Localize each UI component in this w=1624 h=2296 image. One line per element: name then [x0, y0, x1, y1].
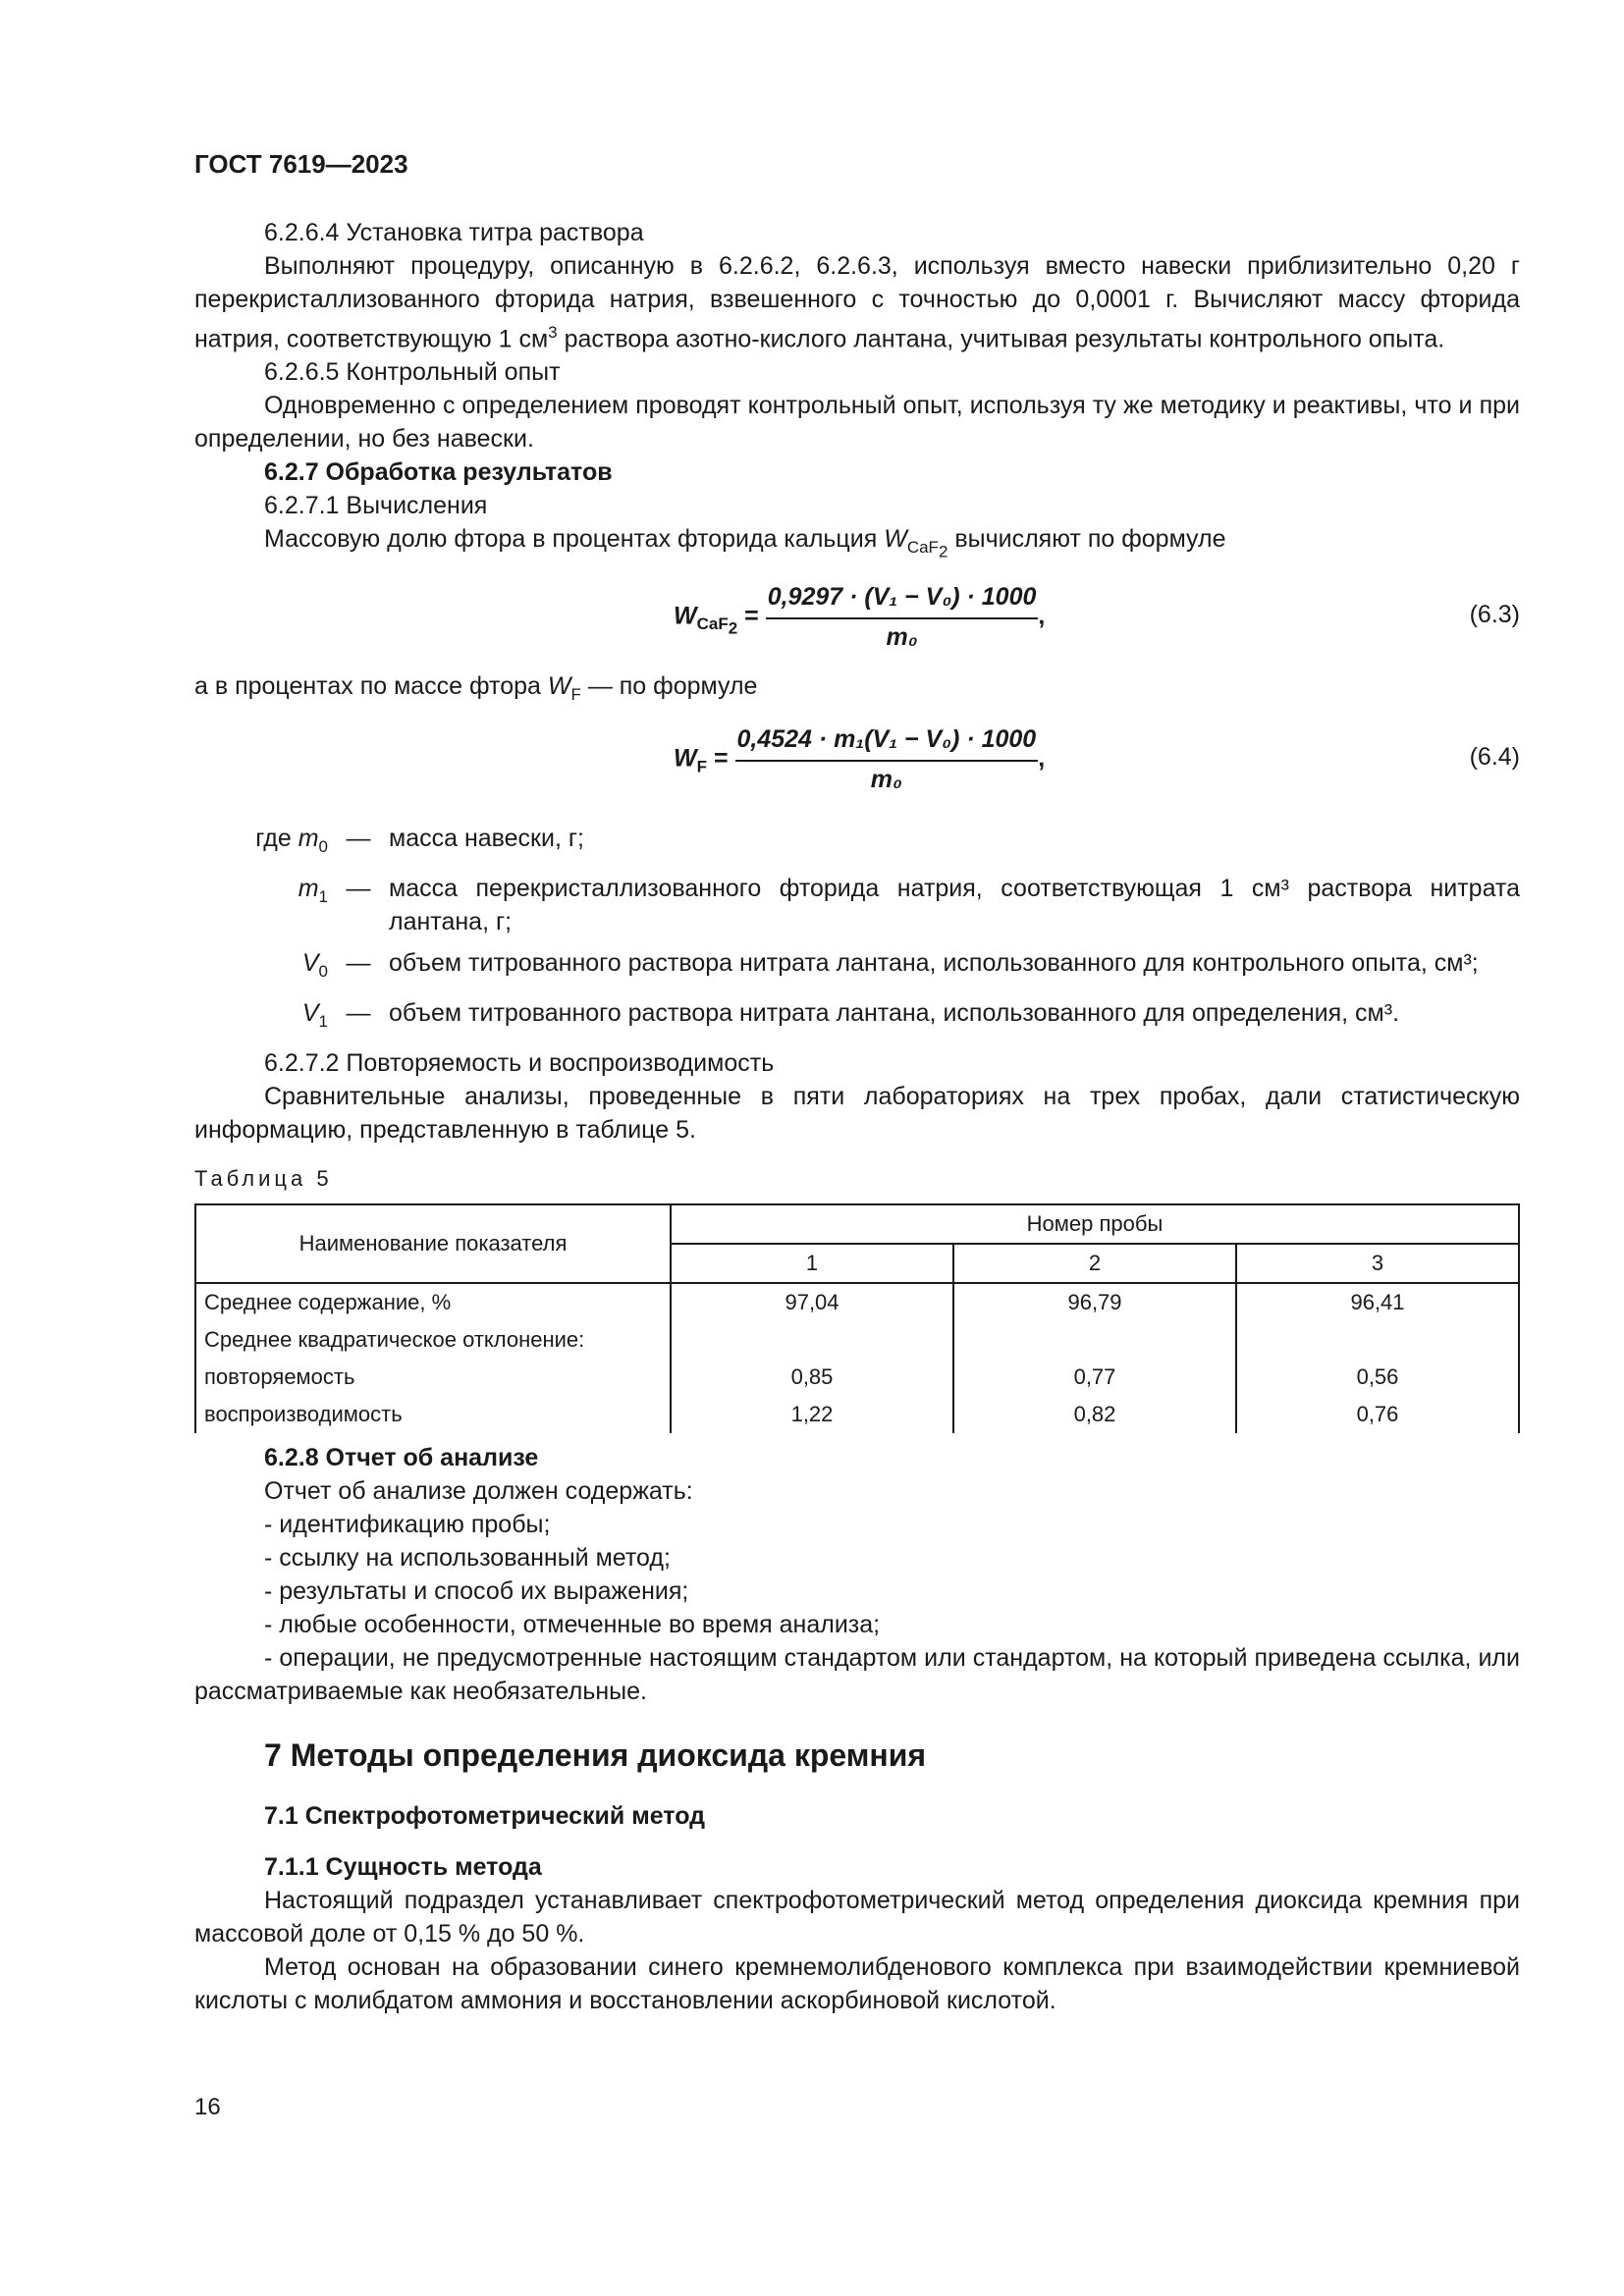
formula-6-3: $W_{CaF_2}$ = $\frac{\text{0,9297 · (V₁ − V₀) · 1000}}{\text{m₀}}$ , (6.3) [674, 582, 1520, 651]
table-header-sample: 2 [953, 1244, 1236, 1283]
formula-number: (6.4) [1469, 742, 1520, 771]
clause-6265-text: Одновременно с определением проводят контрольный опыт, используя ту же методику и реактивы, что и при определении, но без навески. [194, 392, 1520, 454]
definition-item: где $m_0$ — масса навески, г; [255, 824, 584, 856]
clause-628-intro: Отчет об анализе должен содержать: [264, 1476, 693, 1505]
section-7-title: 7 Методы определения диоксида кремния [264, 1736, 927, 1773]
clause-6272-text: Сравнительные анализы, проведенные в пяти лабораториях на трех пробах, дали статистическую информацию, представленную в таблице 5. [194, 1082, 1520, 1144]
formula-number: (6.3) [1469, 600, 1520, 628]
definition-item: $V_0$ — объем титрованного раствора нитрата лантана, использованного для контрольного опыта, см³; [301, 948, 1479, 981]
page-number: 16 [194, 2094, 221, 2120]
table-row: Среднее содержание, % 97,04 96,79 96,41 [195, 1283, 1519, 1321]
clause-6272-title: 6.2.7.2 Повторяемость и воспроизводимость [264, 1048, 775, 1077]
list-item: - идентификацию пробы; [264, 1510, 551, 1538]
table-row: Среднее квадратическое отклонение: [195, 1321, 1519, 1359]
formula-6-4: $W_F$ = $\frac{\text{0,4524 · m₁(V₁ − V₀) · 1000}}{\text{m₀}}$ , (6.4) [674, 724, 1520, 793]
table-header-name: Наименование показателя [195, 1204, 671, 1283]
definition-item: $m_1$ — масса перекристаллизованного фторида натрия, соответствующая 1 см³ раствора нитрата лантана, г; [298, 874, 1520, 935]
clause-6264-title: 6.2.6.4 Установка титра раствора [264, 219, 644, 246]
formula-intro-wf: а в процентах по массе фтора $W_F$ — по формуле [194, 671, 758, 704]
document-page [194, 147, 1520, 2017]
clause-6264-text: Выполняют процедуру, описанную в 6.2.6.2, 6.2.6.3, используя вместо навески приблизительно 0,20 г перекристаллизованного фторида натрия, взвешенного с точностью до 0,0001 г. Вычисляют массу фторида натрия, соответствующую 1 $см^3$ раствора азотно-кислого лантана, учитывая результаты контрольного опыта. [194, 252, 1520, 353]
clause-6265-title: 6.2.6.5 Контрольный опыт [264, 358, 561, 387]
table-caption: Таблица 5 [194, 1165, 333, 1191]
clause-6271-title: 6.2.7.1 Вычисления [264, 492, 488, 520]
symbol-definitions [194, 822, 1520, 1039]
list-item: - результаты и способ их выражения; [264, 1576, 689, 1605]
table-header-sample: 3 [1236, 1244, 1519, 1283]
clause-628-title: 6.2.8 Отчет об анализе [264, 1443, 539, 1471]
list-item: - операции, не предусмотренные настоящим стандартом или стандартом, на который приведена ссылка, или рассматриваемые как необязательные. [194, 1643, 1520, 1705]
list-item: - любые особенности, отмеченные во время анализа; [264, 1610, 881, 1638]
clause-6271-intro: Массовую долю фтора в процентах фторида кальция $W_{CaF_2}$ вычисляют по формуле [264, 525, 1226, 561]
results-table [194, 1203, 1520, 1433]
list-item: - ссылку на использованный метод; [264, 1543, 671, 1572]
section-711-p1: Настоящий подраздел устанавливает спектрофотометрический метод определения диоксида кремния при массовой доле от 0,15 % до 50 %. [194, 1886, 1520, 1948]
section-711-p2: Метод основан на образовании синего кремнемолибденового комплекса при взаимодействии кремниевой кислоты с молибдатом аммония и восстановлении аскорбиновой кислотой. [194, 1952, 1520, 2014]
table-row: воспроизводимость 1,22 0,82 0,76 [195, 1396, 1519, 1433]
table-header-group: Номер пробы [671, 1204, 1519, 1244]
section-71-title: 7.1 Спектрофотометрический метод [264, 1801, 706, 1830]
table-header-sample: 1 [671, 1244, 953, 1283]
definition-item: $V_1$ — объем титрованного раствора нитрата лантана, использованного для определения, см³. [301, 998, 1400, 1031]
clause-627-title: 6.2.7 Обработка результатов [264, 458, 613, 487]
document-header: ГОСТ 7619—2023 [194, 149, 408, 179]
table-row: повторяемость 0,85 0,77 0,56 [195, 1359, 1519, 1396]
section-711-title: 7.1.1 Сущность метода [264, 1852, 542, 1881]
